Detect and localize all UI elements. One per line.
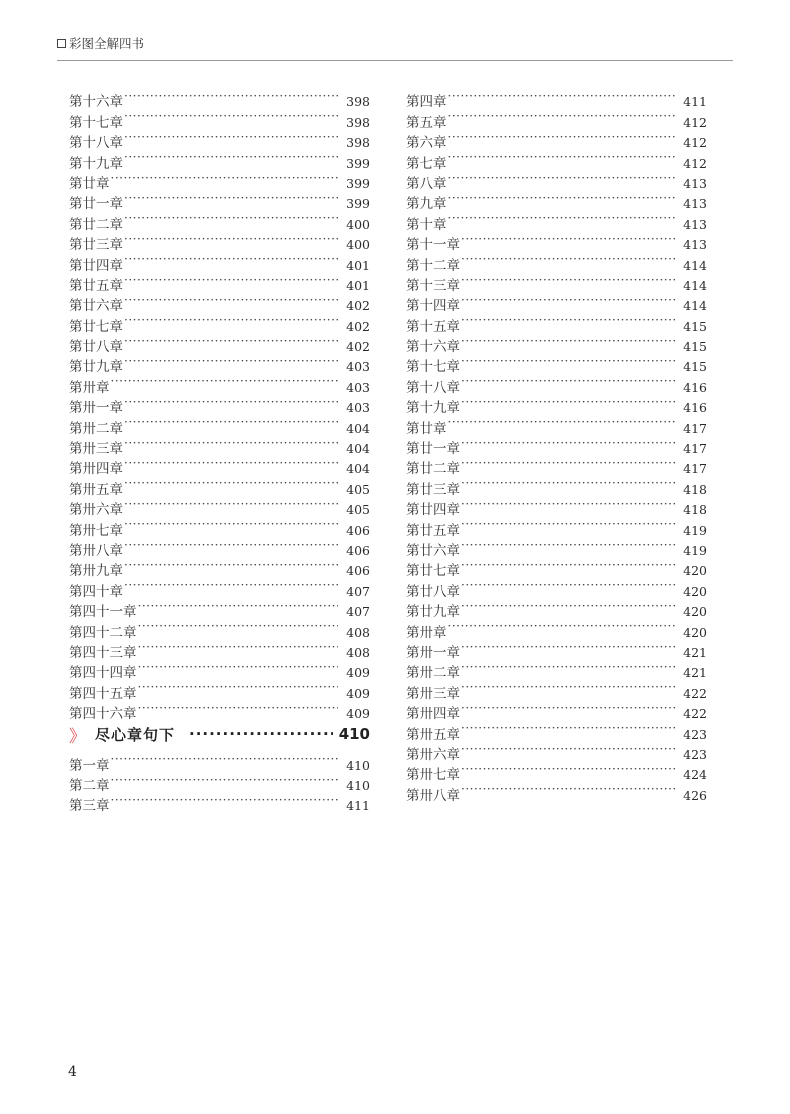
toc-entry-page: 415	[683, 318, 707, 334]
toc-entry-title: 第十七章	[406, 359, 460, 376]
toc-entry-title: 第廿八章	[69, 339, 123, 356]
toc-leader-dots	[138, 698, 339, 718]
toc-leader-dots	[461, 392, 675, 412]
toc-entry-page: 414	[683, 257, 707, 273]
toc-leader-dots	[461, 351, 675, 371]
toc-right-column	[406, 86, 707, 804]
toc-entry[interactable]	[406, 127, 707, 152]
toc-entry-page: 409	[346, 685, 370, 701]
toc-entry-title: 第卅八章	[406, 787, 460, 804]
toc-entry-page: 423	[683, 726, 707, 742]
toc-entry-page: 413	[683, 196, 707, 212]
toc-entry-page: 413	[683, 237, 707, 253]
toc-entry-title: 第十九章	[406, 400, 460, 417]
toc-entry-title: 第十五章	[406, 318, 460, 335]
toc-entry-title: 第卅七章	[69, 522, 123, 539]
toc-entry-title: 第卅七章	[406, 767, 460, 784]
toc-entry-title: 第廿二章	[69, 216, 123, 233]
section-leader-dots	[189, 720, 333, 748]
toc-leader-dots	[448, 412, 676, 432]
toc-entry-page: 402	[346, 318, 370, 334]
toc-entry-title: 第卅九章	[69, 563, 123, 580]
toc-leader-dots	[448, 208, 676, 228]
toc-entry-page: 399	[346, 175, 370, 191]
toc-leader-dots	[124, 514, 338, 534]
toc-entry-title: 第廿一章	[406, 441, 460, 458]
toc-leader-dots	[138, 616, 339, 636]
toc-entry-page: 404	[346, 461, 370, 477]
toc-entry-page: 411	[683, 94, 707, 110]
toc-entry-page: 399	[346, 155, 370, 171]
toc-entry-page: 407	[346, 583, 370, 599]
toc-entry-title: 第三章	[69, 798, 110, 815]
toc-entry-page: 400	[346, 237, 370, 253]
toc-entry-page: 402	[346, 339, 370, 355]
toc-leader-dots	[461, 290, 675, 310]
section-marker-icon: 》	[69, 726, 86, 747]
toc-leader-dots	[461, 331, 675, 351]
toc-entry-title: 第十八章	[406, 379, 460, 396]
toc-leader-dots	[461, 779, 675, 799]
toc-entry-title: 第廿三章	[69, 237, 123, 254]
toc-entry-page: 406	[346, 563, 370, 579]
toc-entry-page: 416	[683, 400, 707, 416]
toc-entry[interactable]	[406, 188, 707, 213]
toc-entry-page: 423	[683, 746, 707, 762]
toc-leader-dots	[461, 494, 675, 514]
toc-entry-page: 415	[683, 359, 707, 375]
toc-leader-dots	[461, 270, 675, 290]
toc-entry-page: 420	[683, 563, 707, 579]
toc-leader-dots	[448, 168, 676, 188]
toc-entry-page: 420	[683, 604, 707, 620]
toc-leader-dots	[461, 371, 675, 391]
toc-entry-title: 第廿章	[69, 175, 110, 192]
section-title: 尽心章句下	[95, 725, 176, 744]
header-rule	[57, 60, 733, 61]
toc-entry[interactable]	[69, 790, 370, 815]
toc-entry-title: 第卅三章	[406, 685, 460, 702]
toc-entry-page: 419	[683, 522, 707, 538]
toc-entry-page: 418	[683, 502, 707, 518]
toc-leader-dots	[124, 331, 338, 351]
toc-entry-page: 403	[346, 379, 370, 395]
toc-entry-page: 401	[346, 257, 370, 273]
toc-leader-dots	[124, 392, 338, 412]
toc-entry-title: 第卅八章	[69, 542, 123, 559]
toc-leader-dots	[124, 208, 338, 228]
toc-entry[interactable]	[69, 392, 370, 417]
toc-entry-title: 第卅四章	[406, 706, 460, 723]
toc-entry-title: 第卅五章	[69, 481, 123, 498]
toc-entry-title: 第十九章	[69, 155, 123, 172]
toc-leader-dots	[124, 575, 338, 595]
toc-entry-title: 第廿四章	[69, 257, 123, 274]
toc-leader-dots	[111, 770, 339, 790]
toc-leader-dots	[461, 229, 675, 249]
toc-leader-dots	[461, 759, 675, 779]
toc-leader-dots	[124, 290, 338, 310]
toc-entry-page: 406	[346, 522, 370, 538]
toc-entry[interactable]	[406, 168, 707, 192]
toc-leader-dots	[448, 86, 676, 106]
toc-list-right	[406, 86, 707, 804]
toc-entry[interactable]	[406, 229, 707, 254]
toc-entry-title: 第四十五章	[69, 685, 137, 702]
toc-entry-page: 413	[683, 216, 707, 232]
toc-entry-page: 412	[683, 114, 707, 130]
toc-entry-title: 第廿章	[406, 420, 447, 437]
toc-entry[interactable]	[69, 371, 370, 396]
toc-entry-title: 第卅六章	[406, 746, 460, 763]
toc-entry-title: 第廿七章	[69, 318, 123, 335]
toc-entry-title: 第十四章	[406, 298, 460, 315]
toc-leader-dots	[138, 677, 339, 697]
toc-entry-page: 417	[683, 420, 707, 436]
toc-leader-dots	[124, 229, 338, 249]
toc-entry-title: 第六章	[406, 135, 447, 152]
toc-leader-dots	[124, 473, 338, 493]
toc-entry-page: 409	[346, 665, 370, 681]
toc-leader-dots	[461, 575, 675, 595]
toc-entry-title: 第十七章	[69, 114, 123, 131]
toc-entry-page: 415	[683, 339, 707, 355]
toc-entry-title: 第卅一章	[69, 400, 123, 417]
toc-leader-dots	[461, 677, 675, 697]
book-title: 彩图全解四书	[69, 36, 145, 51]
toc-entry-page: 414	[683, 298, 707, 314]
toc-leader-dots	[461, 514, 675, 534]
toc-entry-title: 第廿六章	[406, 542, 460, 559]
toc-leader-dots	[461, 433, 675, 453]
toc-entry-title: 第廿八章	[406, 583, 460, 600]
toc-leader-dots	[461, 310, 675, 330]
toc-entry-page: 409	[346, 706, 370, 722]
toc-entry-page: 401	[346, 277, 370, 293]
toc-leader-dots	[124, 535, 338, 555]
toc-entry-page: 410	[346, 777, 370, 793]
toc-section-heading[interactable]	[69, 720, 370, 748]
toc-entry-title: 第卅四章	[69, 461, 123, 478]
toc-entry-page: 413	[683, 175, 707, 191]
toc-entry-title: 第卅五章	[406, 726, 460, 743]
toc-entry-title: 第廿九章	[69, 359, 123, 376]
section-page: 410	[338, 725, 370, 744]
toc-leader-dots	[124, 555, 338, 575]
toc-entry-title: 第廿一章	[69, 196, 123, 213]
toc-entry-page: 404	[346, 420, 370, 436]
toc-entry[interactable]	[406, 412, 707, 437]
toc-entry-title: 第廿五章	[69, 277, 123, 294]
toc-leader-dots	[461, 555, 675, 575]
toc-entry-title: 第廿二章	[406, 461, 460, 478]
toc-entry[interactable]	[406, 637, 707, 661]
toc-entry-title: 第廿五章	[406, 522, 460, 539]
toc-leader-dots	[461, 453, 675, 473]
toc-entry[interactable]	[69, 86, 370, 111]
toc-leader-dots	[124, 494, 338, 514]
toc-entry-title: 第卅章	[406, 624, 447, 641]
toc-entry-title: 第四十二章	[69, 624, 137, 641]
toc-leader-dots	[124, 270, 338, 290]
toc-entry-title: 第五章	[406, 114, 447, 131]
toc-entry-title: 第七章	[406, 155, 447, 172]
toc-entry-page: 398	[346, 135, 370, 151]
toc-entry-title: 第卅二章	[69, 420, 123, 437]
toc-entry-page: 410	[346, 757, 370, 773]
toc-entry-title: 第廿四章	[406, 502, 460, 519]
toc-entry-title: 第四十一章	[69, 604, 137, 621]
toc-leader-dots	[448, 147, 676, 167]
page-number: 4	[68, 1064, 77, 1080]
toc-entry[interactable]	[406, 106, 707, 131]
toc-entry-title: 第四十章	[69, 583, 123, 600]
toc-entry[interactable]	[406, 616, 707, 641]
toc-entry-page: 412	[683, 155, 707, 171]
toc-leader-dots	[448, 616, 676, 636]
toc-leader-dots	[461, 535, 675, 555]
toc-entry-title: 第廿三章	[406, 481, 460, 498]
toc-entry-page: 407	[346, 604, 370, 620]
toc-list-before-section	[69, 86, 370, 723]
toc-entry-page: 408	[346, 644, 370, 660]
toc-leader-dots	[448, 106, 676, 126]
toc-entry-page: 417	[683, 461, 707, 477]
toc-entry-page: 405	[346, 481, 370, 497]
toc-entry-title: 第二章	[69, 777, 110, 794]
toc-entry-page: 408	[346, 624, 370, 640]
toc-entry-title: 第四章	[406, 94, 447, 111]
toc-entry-page: 403	[346, 359, 370, 375]
toc-entry-title: 第廿七章	[406, 563, 460, 580]
toc-entry-page: 398	[346, 94, 370, 110]
toc-leader-dots	[124, 412, 338, 432]
toc-leader-dots	[448, 188, 676, 208]
toc-leader-dots	[461, 698, 675, 718]
toc-leader-dots	[461, 637, 675, 657]
toc-entry-page: 422	[683, 685, 707, 701]
toc-entry[interactable]	[406, 433, 707, 458]
toc-entry-page: 399	[346, 196, 370, 212]
toc-leader-dots	[124, 147, 338, 167]
toc-leader-dots	[124, 351, 338, 371]
toc-entry-page: 420	[683, 624, 707, 640]
toc-leader-dots	[124, 86, 338, 106]
toc-entry-page: 411	[346, 798, 370, 814]
toc-entry-title: 第八章	[406, 175, 447, 192]
running-header	[57, 34, 144, 52]
toc-entry-title: 第四十三章	[69, 644, 137, 661]
square-icon	[57, 39, 66, 48]
toc-entry[interactable]	[69, 188, 370, 213]
toc-entry-title: 第十一章	[406, 237, 460, 254]
toc-entry-title: 第十六章	[69, 94, 123, 111]
toc-entry[interactable]	[406, 208, 707, 233]
toc-entry-page: 421	[683, 644, 707, 660]
toc-entry-page: 398	[346, 114, 370, 130]
toc-leader-dots	[124, 127, 338, 147]
toc-entry-title: 第十八章	[69, 135, 123, 152]
toc-entry-page: 418	[683, 481, 707, 497]
toc-leader-dots	[461, 718, 675, 738]
toc-entry-page: 412	[683, 135, 707, 151]
toc-entry-title: 第廿九章	[406, 604, 460, 621]
toc-leader-dots	[461, 473, 675, 493]
toc-entry-page: 422	[683, 706, 707, 722]
toc-leader-dots	[111, 749, 339, 769]
toc-entry-page: 406	[346, 542, 370, 558]
toc-leader-dots	[461, 657, 675, 677]
toc-entry-page: 402	[346, 298, 370, 314]
toc-leader-dots	[138, 596, 339, 616]
toc-leader-dots	[124, 106, 338, 126]
toc-leader-dots	[111, 790, 339, 810]
toc-entry[interactable]	[406, 86, 707, 111]
toc-entry-title: 第十六章	[406, 339, 460, 356]
toc-leader-dots	[124, 453, 338, 473]
toc-left-column	[69, 86, 370, 815]
toc-entry-title: 第十章	[406, 216, 447, 233]
toc-entry-page: 424	[683, 767, 707, 783]
toc-leader-dots	[138, 637, 339, 657]
toc-leader-dots	[448, 127, 676, 147]
toc-entry-page: 405	[346, 502, 370, 518]
toc-entry[interactable]	[69, 168, 370, 192]
toc-entry-page: 426	[683, 787, 707, 803]
toc-entry-title: 第廿六章	[69, 298, 123, 315]
toc-list-after-section	[69, 749, 370, 815]
toc-entry-title: 第卅六章	[69, 502, 123, 519]
toc-leader-dots	[124, 433, 338, 453]
toc-entry-title: 第十二章	[406, 257, 460, 274]
toc-entry[interactable]	[406, 147, 707, 172]
toc-leader-dots	[461, 739, 675, 759]
toc-entry-title: 第九章	[406, 196, 447, 213]
toc-entry-title: 第十三章	[406, 277, 460, 294]
toc-entry-title: 第卅三章	[69, 441, 123, 458]
toc-entry-title: 第四十四章	[69, 665, 137, 682]
toc-leader-dots	[124, 188, 338, 208]
toc-entry-page: 400	[346, 216, 370, 232]
toc-leader-dots	[138, 657, 339, 677]
toc-entry[interactable]	[69, 749, 370, 774]
toc-leader-dots	[111, 168, 339, 188]
toc-entry-page: 421	[683, 665, 707, 681]
toc-entry-page: 416	[683, 379, 707, 395]
toc-leader-dots	[124, 310, 338, 330]
toc-entry-title: 第四十六章	[69, 706, 137, 723]
toc-leader-dots	[461, 249, 675, 269]
toc-entry-page: 419	[683, 542, 707, 558]
toc-entry-page: 403	[346, 400, 370, 416]
toc-entry-page: 420	[683, 583, 707, 599]
toc-leader-dots	[461, 596, 675, 616]
toc-leader-dots	[111, 371, 339, 391]
toc-entry-title: 第卅章	[69, 379, 110, 396]
toc-entry-title: 第卅二章	[406, 665, 460, 682]
toc-leader-dots	[124, 249, 338, 269]
toc-entry-page: 404	[346, 441, 370, 457]
toc-entry-page: 414	[683, 277, 707, 293]
toc-entry-page: 417	[683, 441, 707, 457]
toc-entry[interactable]	[69, 770, 370, 794]
toc-entry-title: 第一章	[69, 757, 110, 774]
toc-entry-title: 第卅一章	[406, 644, 460, 661]
